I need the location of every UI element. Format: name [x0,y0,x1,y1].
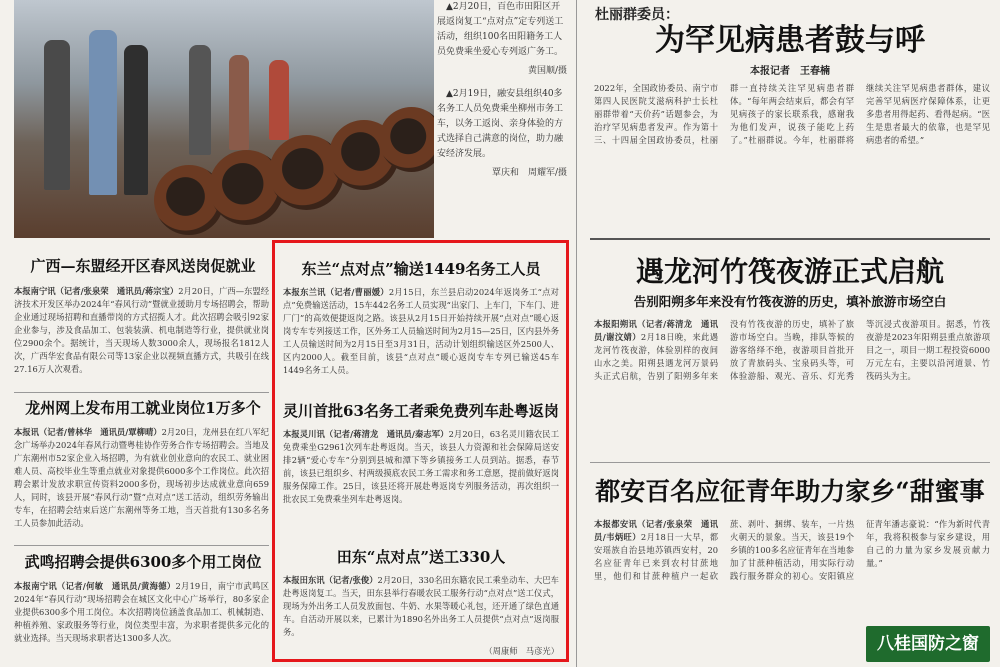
byline: 本报阳朔讯（记者/蒋清龙 通讯员/谢汶婧） [594,319,718,342]
article-body: 2月19日，南宁市武鸣区2024年“春风行动”现场招聘会在城区文化中心广场举行，80多家企业提供6300多个用工岗位。本次招聘岗位涵盖食品加工、机械制造、种植养殖、家政服务等行业，岗位类型丰富，为求职者提供多元化的就业选择。当天现场求职者达1300多人次。 [14,581,269,643]
article-body: 2月20日，广西—东盟经济技术开发区举办2024年“春风行动”暨就业援助月专场招聘会，帮助企业通过现场招聘和直播带岗的方式招揽人才。此次招聘会吸引92家企业参与，涉及食品加工、包装装潢、机电制造等行业，提供就业岗位2900余个。据统计，当天现场人数3000余人，现场报名1812人次，广西华宏食品有限公司等13家企业以视频直播方式，共吸引在线27.16万人次观看。 [14,286,269,374]
byline: 本报田东讯（记者/张俊） [283,575,378,585]
article-wuming [14,580,269,662]
article-yulong [594,318,990,458]
news-photo [14,0,434,238]
article-donglan [283,286,559,394]
article-guangxi-asean [14,285,269,390]
article-body: 2月15日，东兰县启动2024年返岗务工“点对点”免费输送活动，15车442名务工人员实现“出家门、上车门，下车门、进厂门”的高效便捷返岗之路。该县从2月15日开始持续开展“点对点”暖心返岗专车专列接送工作，区外务工人员输送时间为2月15—25日，区内县外务工人员输送时间为2月15日至3月31日，活动计划组织输送区外2500人、区内2000人。截至目前，该县“点对点”暖心返岗专车专列已输送45车1449名务工人员。 [283,287,559,375]
headline-du-an: 都安百名应征青年助力家乡“甜蜜事 [595,477,985,506]
caption-2: ▲2月19日，融安县组织40多名务工人员免费乘坐柳州市务工车，以务工返岗、亲身体验的方式选择自己满意的岗位，助力融安经济发展。 [437,89,564,159]
article-body: 2月20日，63名灵川籍农民工免费乘坐G2961次列车赴粤返岗。当天，该县人力资源和社会保障局送安排2辆“爱心专车”分别到县城和潭下等乡镇接务工人员到站。据悉，春节前，该县已组织乡、村两级摸底农民工务工需求和务工意愿，提前做好返岗服务保障工作。25日，该县还将开展赴粤返岗专列服务活动，再次组织一批农民工免费乘坐列车赴粤返岗。 [283,429,559,504]
article-body: 2月18日一大早，都安瑶族自治县地苏镇西安村，20名应征青年已来到农村甘蔗地里，他们和甘蔗种植户一起砍蔗、剥叶、捆绑、装车，一片热火朝天的景象。当天，该县19个乡镇的100多名应征青年在当地参加了甘蔗种植活动，用实际行动践行服务群众的初心。安阳镇应征青年潘志豪说：“作为新时代青年，我将积极参与家乡建设，用自己的力量为家乡发展贡献力量。” [594,519,990,581]
byline: 本报都安讯（记者/张泉荣 通讯员/韦炳旺） [594,519,718,542]
headline-longzhou: 龙州网上发布用工就业岗位1万多个 [25,399,261,417]
byline-du: 本报记者 王春楠 [750,66,830,77]
caption-1-credit: 黄国顺/摄 [527,66,567,76]
headline-yulong: 遇龙河竹筏夜游正式启航 [635,255,944,288]
headline-du: 为罕见病患者鼓与呼 [655,23,925,58]
article-tiandong [283,574,559,646]
article-body: 2月18日晚，来此遇龙河竹筏夜游，体验别样的夜间山水之美。阳朔县遇龙河万景码头正式启航，告别了阳朔多年来没有竹筏夜游的历史，填补了旅游市场空白。当晚，排队等候的游客络绎不绝，夜游项目首批开放了青旅码头、宝泉码头等，可体验游船、观光、音乐、灯光秀等沉浸式夜游项目。据悉，竹筏夜游是2023年阳朔县重点旅游项目之一，项目一期工程投资6000万元左右，主要以沿河道景、竹筏码头为主。 [594,319,990,381]
byline: 本报南宁讯（记者/张泉荣 通讯员/蒋宗宝） [14,286,179,296]
article-body: 2月20日，330名田东籍农民工乘坐动车、大巴车赴粤返岗复工。当天，田东县举行春暖农民工服务行动“点对点”送工仪式，现场为外出务工人员发放面包、牛奶、水果等暖心礼包，还开通了绿色直通车。自活动开展以来，已累计为1890名外出务工人员提供“点对点”返岗服务。 [283,575,559,637]
caption-2-credit: 覃庆和 周耀军/摄 [491,168,567,178]
article-du: 2022年，全国政协委员、南宁市第四人民医院艾滋病科护士长杜丽群带着“天价药”话题参会，为治疗罕见病患者发声。作为第十三、十四届全国政协委员，杜丽群一直持续关注罕见病患者群体。“每年两会结束后，都会有罕见病孩子的家长联系我，感谢我为他们发声，说孩子能吃上药了。”杜丽群说。今年，杜丽群将继续关注罕见病患者群体，建议完善罕见病医疗保障体系，让更多患者用得起药、看得起病。“医生是患者最大的依靠，也是罕见病患者的希望。” [594,83,990,145]
headline-wuming: 武鸣招聘会提供6300多个用工岗位 [24,553,262,571]
photo-captions [437,0,567,238]
byline: 本报东兰讯（记者/曹丽媛） [283,287,389,297]
byline: 本报讯（记者/曾林华 通讯员/覃柳晴） [14,427,162,437]
logo-badge: 八桂国防之窗 [866,626,990,662]
headline-donglan: 东兰“点对点”输送1449名务工人员 [301,260,541,278]
headline-tiandong: 田东“点对点”送工330人 [336,548,506,566]
byline: 本报南宁讯（记者/何敏 通讯员/黄海德） [14,581,176,591]
article-longzhou [14,426,269,542]
article-body: 2月20日，龙州县在红八军纪念广场举办2024年春风行动暨粤桂协作劳务合作专场招聘会。当地及广东潮州市52家企业入场招聘，为有就业创业意向的农民工、就业困难人员、高校毕业生等重点就业对象提供6000多个工作岗位。此次招聘会累计发放求职宣传资料2000多份，现场初步达成就业意向659人，同时，该县开展“春风行动”暨“点对点”送工活动，组织劳务输出专车，在招聘会结束后送广东潮州等务工地，当天首批有130多名务工人员参加此活动。 [14,427,269,528]
headline-lingchuan: 灵川首批63名务工者乘免费列车赴粤返岗 [283,402,559,420]
subheadline-yulong: 告别阳朔多年来没有竹筏夜游的历史，填补旅游市场空白 [633,294,947,309]
byline: 本报灵川讯（记者/蒋清龙 通讯员/秦志军） [283,429,449,439]
article-lingchuan [283,428,559,542]
caption-1: ▲2月20日，百色市田阳区开展返岗复工“点对点”定专列送工活动，组织100名田阳籍务工人员免费乘坐爱心专列返广务工。 [437,2,564,57]
headline-guangxi-asean: 广西—东盟经开区春风送岗促就业 [30,257,256,275]
credit-tiandong: （周康师 马彦光） [484,646,559,656]
kicker-du: 杜丽群委员： [595,7,679,23]
